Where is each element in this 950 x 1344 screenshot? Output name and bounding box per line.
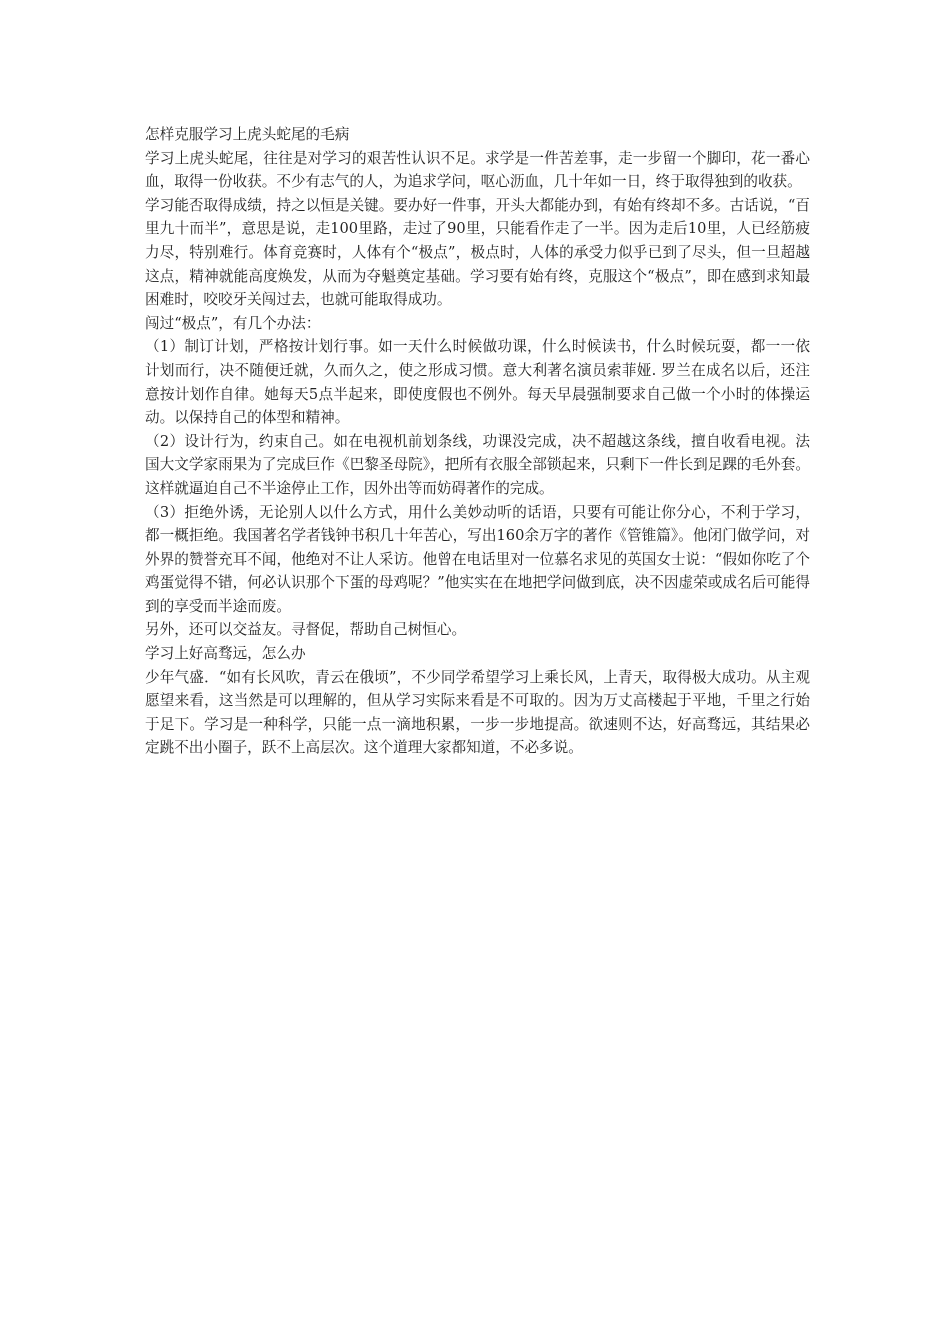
paragraph-friends: 另外，还可以交益友。寻督促，帮助自己树恒心。	[145, 621, 467, 639]
paragraph-method-3: （3）拒绝外诱，无论别人以什么方式，用什么美妙动听的话语，只要有可能让你分心，不利于学习，都一概拒绝。我国著名学者钱钟书积几十年苦心，写出160余万字的著作《管锥篇》。他闭门做学问，对外界的赞誉充耳不闻，他绝对不让人采访。他曾在电话里对一位慕名求见的英国女士说：“假如你吃了个鸡蛋觉得不错，何必认识那个下蛋的母鸡呢？”他实实在在地把学问做到底，决不因虚荣或成名后可能得到的享受而半途而废。	[145, 503, 810, 615]
paragraph-intro: 学习上虎头蛇尾，往往是对学习的艰苦性认识不足。求学是一件苦差事，走一步留一个脚印，花一番心血，取得一份收获。不少有志气的人，为追求学问，呕心沥血，几十年如一日，终于取得独到的收获。	[145, 149, 810, 191]
document-body	[145, 123, 810, 760]
paragraph-ambition: 少年气盛．“如有长风吹，青云在俄顷”，不少同学希望学习上乘长风，上青天，取得极大成功。从主观愿望来看，这当然是可以理解的，但从学习实际来看是不可取的。因为万丈高楼起于平地，千里之行始于足下。学习是一种科学，只能一点一滴地积累，一步一步地提高。欲速则不达，好高骛远，其结果必定跳不出小圈子，跃不上高层次。这个道理大家都知道，不必多说。	[145, 668, 810, 757]
paragraph-method-2: （2）设计行为，约束自己。如在电视机前划条线，功课没完成，决不超越这条线，擅自收看电视。法国大文学家雨果为了完成巨作《巴黎圣母院》，把所有衣服全部锁起来，只剩下一件长到足踝的毛外套。这样就逼迫自己不半途停止工作，因外出等而妨碍著作的完成。	[145, 432, 810, 497]
paragraph-method-1: （1）制订计划，严格按计划行事。如一天什么时候做功课，什么时候读书，什么时候玩耍，都一一依计划而行，决不随便迁就，久而久之，使之形成习惯。意大利著名演员索菲娅. 罗兰在成名以后，还注意按计划作自律。她每天5点半起来，即使度假也不例外。每天早晨强制要求自己做一个小时的体操运动。以保持自己的体型和精神。	[145, 338, 810, 427]
paragraph-methods-intro: 闯过“极点”，有几个办法：	[145, 314, 321, 332]
section-heading: 学习上好高骛远，怎么办	[145, 645, 306, 663]
paragraph-persistence: 学习能否取得成绩，持之以恒是关键。要办好一件事，开头大都能办到，有始有终却不多。古话说，“百里九十而半”，意思是说，走100里路，走过了90里，只能看作走了一半。因为走后10里，人已经筋疲力尽，特别难行。体育竞赛时，人体有个“极点”，极点时，人体的承受力似乎已到了尽头，但一旦超越这点，精神就能高度焕发，从而为夺魁奠定基础。学习要有始有终，克服这个“极点”，即在感到求知最困难时，咬咬牙关闯过去，也就可能取得成功。	[145, 196, 810, 309]
article-title: 怎样克服学习上虎头蛇尾的毛病	[145, 126, 350, 143]
